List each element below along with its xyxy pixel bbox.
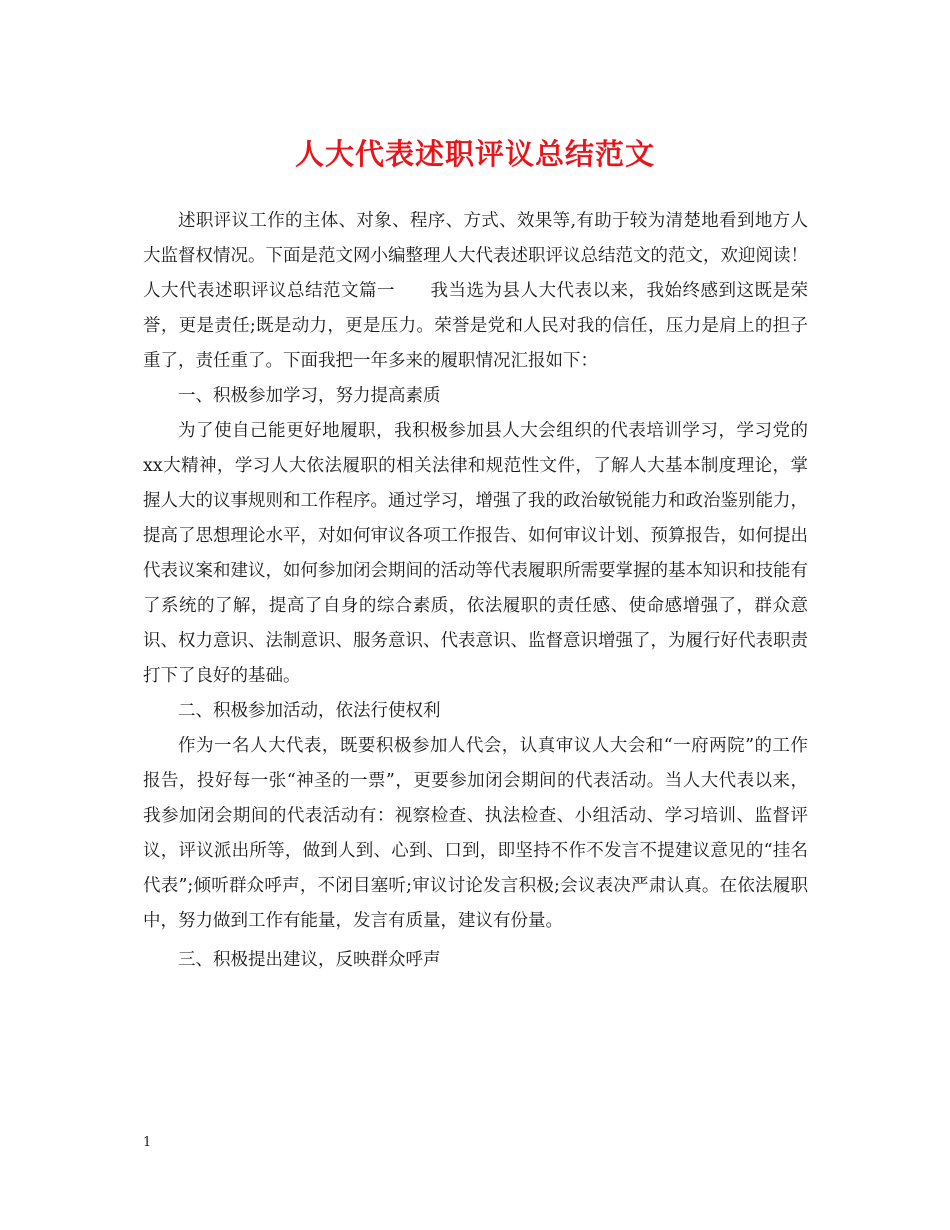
document-title: 人大代表述职评议总结范文 xyxy=(294,137,655,171)
section-heading-1: 一、积极参加学习，努力提高素质 xyxy=(178,386,441,406)
section-heading-2: 二、积极参加活动，依法行使权利 xyxy=(178,701,441,721)
section-body-1: 为了使自己能更好地履职，我积极参加县人大会组织的代表培训学习，学习党的xx大精神，学习人大依法履职的相关法律和规范性文件，了解人大基本制度理论，掌握人大的议事规则和工作程序。通过学习，增强了我的政治敏锐能力和政治鉴别能力，提高了思想理论水平，对如何审议各项工作报告、如何审议计划、预算报告，如何提出代表议案和建议，如何参加闭会期间的活动等代表履职所需要掌握的基本知识和技能有了系统的了解，提高了自身的综合素质，依法履职的责任感、使命感增强了，群众意识、权力意识、法制意识、服务意识、代表意识、监督意识增强了，为履行好代表职责打下了良好的基础。 xyxy=(143,421,808,686)
intro-paragraph: 述职评议工作的主体、对象、程序、方式、效果等,有助于较为清楚地看到地方人大监督权情况。下面是范文网小编整理人大代表述职评议总结范文的范文，欢迎阅读！ xyxy=(143,211,808,266)
document-body xyxy=(143,204,808,978)
article-label: 人大代表述职评议总结范文篇一 xyxy=(143,281,395,301)
article-opening-text: 我当选为县人大代表以来，我始终感到这既是荣誉，更是责任;既是动力，更是压力。荣誉是党和人民对我的信任，压力是肩上的担子重了，责任重了。下面我把一年多来的履职情况汇报如下： xyxy=(143,281,808,371)
section-heading-3: 三、积极提出建议，反映群众呼声 xyxy=(178,950,441,970)
page-number: 1 xyxy=(143,1135,152,1150)
section-body-2: 作为一名人大代表，既要积极参加人代会，认真审议人大会和“一府两院”的工作报告，投好每一张“神圣的一票”，更要参加闭会期间的代表活动。当人大代表以来，我参加闭会期间的代表活动有：视察检查、执法检查、小组活动、学习培训、监督评议，评议派出所等，做到人到、心到、口到，即坚持不作不发言不提建议意见的“挂名代表”;倾听群众呼声，不闭目塞听;审议讨论发言积极;会议表决严肃认真。在依法履职中，努力做到工作有能量，发言有质量，建议有份量。 xyxy=(143,736,808,931)
article-opening-paragraph xyxy=(143,274,808,379)
